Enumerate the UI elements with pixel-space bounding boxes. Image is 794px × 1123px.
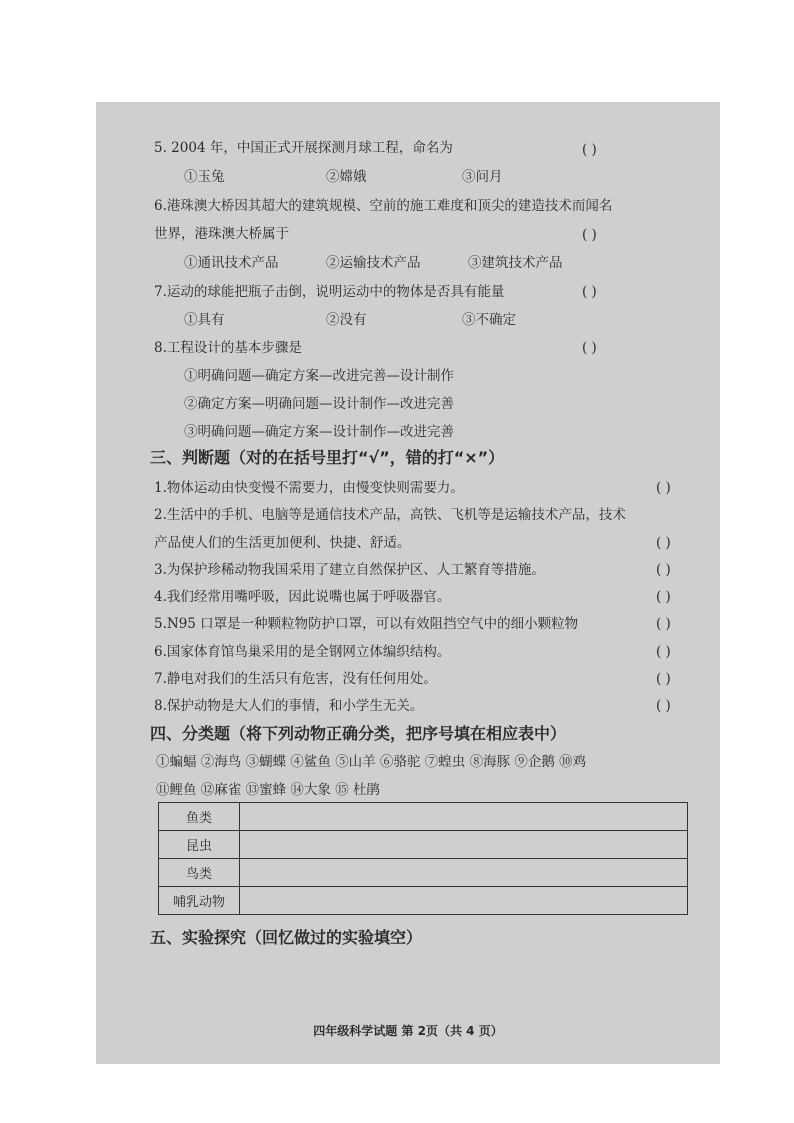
option: ③明确问题—确定方案—设计制作—改进完善 (184, 424, 454, 440)
exam-page (96, 102, 720, 1064)
section-3-heading: 三、判断题（对的在括号里打“√”，错的打“×”） (150, 448, 505, 467)
table-row (159, 803, 688, 831)
table-row (159, 831, 688, 859)
judge-item: 8.保护动物是大人们的事情，和小学生无关。 (154, 698, 424, 714)
animal: ⑥骆驼 (379, 754, 421, 770)
animal: ⑤山羊 (335, 754, 376, 770)
answer-cell[interactable] (240, 803, 688, 831)
animal: ④鲨鱼 (290, 754, 331, 770)
answer-blank[interactable]: ( ) (582, 227, 597, 243)
option: ①通讯技术产品 (184, 255, 279, 271)
answer-cell[interactable] (240, 859, 688, 887)
option: ②确定方案—明确问题—设计制作—改进完善 (184, 396, 454, 412)
animal: ②海鸟 (200, 754, 242, 770)
answer-blank[interactable]: ( ) (656, 671, 671, 687)
answer-blank[interactable]: ( ) (582, 142, 597, 158)
table-row (159, 859, 688, 887)
answer-blank[interactable]: ( ) (656, 480, 671, 496)
option: ③不确定 (462, 312, 516, 328)
answer-blank[interactable]: ( ) (656, 644, 671, 660)
option: ①具有 (184, 312, 225, 328)
page-footer: 四年级科学试题 第 2页（共 4 页） (313, 1024, 503, 1038)
answer-blank[interactable]: ( ) (582, 340, 597, 356)
option: ②没有 (326, 312, 367, 328)
answer-blank[interactable]: ( ) (656, 535, 671, 551)
animal: ⑧海豚 (469, 754, 511, 770)
section-5-heading: 五、实验探究（回忆做过的实验填空） (150, 928, 423, 947)
judge-item-cont: 产品使人们的生活更加便利、快捷、舒适。 (154, 535, 411, 551)
question-8-stem: 8.工程设计的基本步骤是 (154, 340, 302, 356)
answer-blank[interactable]: ( ) (656, 589, 671, 605)
animal: ⑪鲤鱼 (156, 782, 197, 798)
animal-list-line-2 (156, 782, 380, 798)
option: ③问月 (462, 169, 503, 185)
option: ②嫦娥 (326, 169, 367, 185)
judge-item: 6.国家体育馆鸟巢采用的是全钢网立体编织结构。 (154, 644, 451, 660)
row-label: 鱼类 (159, 803, 240, 831)
judge-item: 1.物体运动由快变慢不需要力，由慢变快则需要力。 (154, 480, 464, 496)
answer-blank[interactable]: ( ) (656, 698, 671, 714)
animal: ⑮ 杜鹃 (335, 782, 380, 798)
answer-cell[interactable] (240, 887, 688, 915)
table-row (159, 887, 688, 915)
answer-blank[interactable]: ( ) (582, 284, 597, 300)
question-7-stem: 7.运动的球能把瓶子击倒，说明运动中的物体是否具有能量 (154, 284, 505, 300)
judge-item: 5.N95 口罩是一种颗粒物防护口罩，可以有效阻挡空气中的细小颗粒物 (154, 616, 579, 632)
animal: ⑬蜜蜂 (245, 782, 287, 798)
option: ①玉兔 (184, 169, 225, 185)
answer-blank[interactable]: ( ) (656, 562, 671, 578)
answer-blank[interactable]: ( ) (656, 616, 671, 632)
animal: ⑭大象 (290, 782, 331, 798)
judge-item: 7.静电对我们的生活只有危害，没有任何用处。 (154, 671, 437, 687)
option: ①明确问题—确定方案—改进完善—设计制作 (184, 368, 454, 384)
animal: ①蝙蝠 (156, 754, 197, 770)
judge-item: 2.生活中的手机、电脑等是通信技术产品，高铁、飞机等是运输技术产品，技术 (154, 507, 626, 523)
section-4-heading: 四、分类题（将下列动物正确分类，把序号填在相应表中） (150, 724, 567, 743)
row-label: 鸟类 (159, 859, 240, 887)
option: ②运输技术产品 (326, 255, 421, 271)
animal: ⑫麻雀 (200, 782, 242, 798)
question-5-stem: 5. 2004 年，中国正式开展探测月球工程，命名为 (154, 140, 453, 156)
classification-table (158, 802, 688, 915)
row-label: 哺乳动物 (159, 887, 240, 915)
animal: ⑦蝗虫 (424, 754, 466, 770)
option: ③建筑技术产品 (468, 255, 563, 271)
row-label: 昆虫 (159, 831, 240, 859)
question-6-stem-cont: 世界，港珠澳大桥属于 (154, 226, 289, 242)
animal: ⑨企鹅 (514, 754, 555, 770)
animal: ③蝴蝶 (245, 754, 287, 770)
question-6-stem: 6.港珠澳大桥因其超大的建筑规模、空前的施工难度和顶尖的建造技术而闻名 (154, 198, 613, 214)
animal-list-line-1 (156, 754, 586, 770)
judge-item: 4.我们经常用嘴呼吸，因此说嘴也属于呼吸器官。 (154, 589, 451, 605)
judge-item: 3.为保护珍稀动物我国采用了建立自然保护区、人工繁育等措施。 (154, 562, 545, 578)
answer-cell[interactable] (240, 831, 688, 859)
animal: ⑩鸡 (559, 754, 587, 770)
